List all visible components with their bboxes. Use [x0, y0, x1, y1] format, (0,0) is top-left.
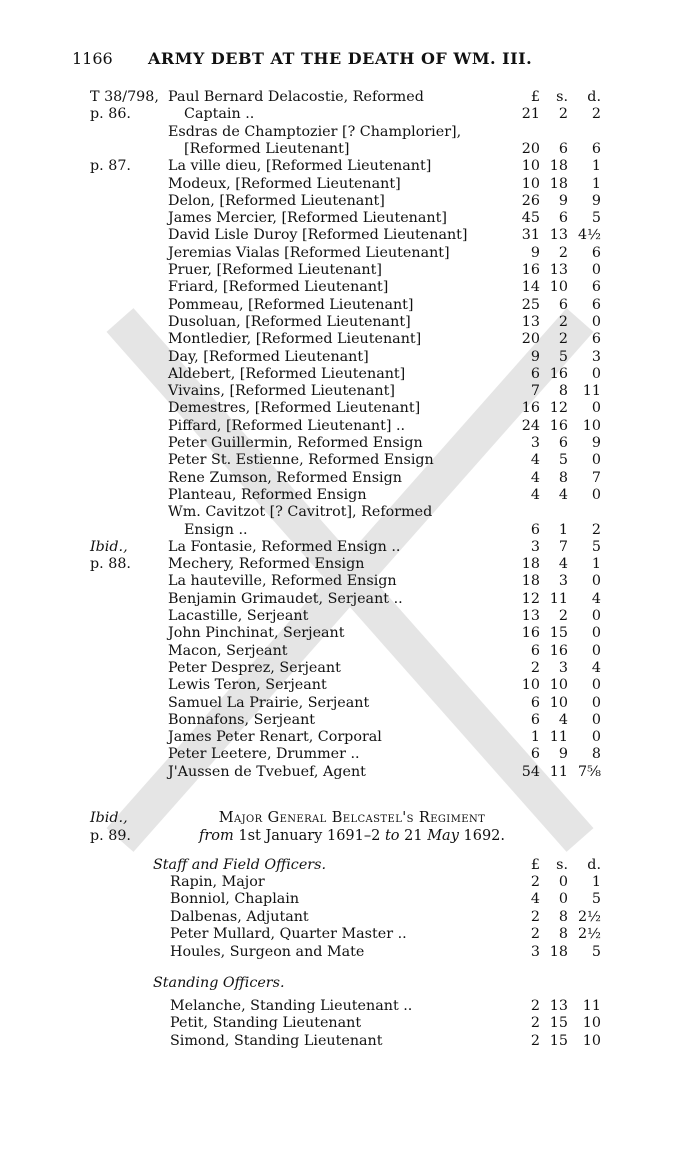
- entry-name: Houles, Surgeon and Mate: [170, 943, 365, 960]
- staff-heading: Staff and Field Officers.: [153, 857, 326, 873]
- amount-shillings: 18: [549, 158, 568, 175]
- amount-shillings: 9: [558, 192, 568, 209]
- amount-pence: 10: [582, 1015, 601, 1032]
- amount-pounds: 2: [530, 1032, 540, 1049]
- amount-pounds: 2: [530, 659, 540, 676]
- section-subtitle: from 1st January 1691–2 to 21 May 1692.: [198, 827, 506, 844]
- entry-name: Wm. Cavitzot [? Cavitrot], Reformed: [168, 504, 433, 521]
- amount-pence: 0: [591, 729, 601, 746]
- amount-pounds: 10: [521, 158, 540, 175]
- amount-pounds: 7: [530, 383, 540, 400]
- amount-pounds: 20: [521, 331, 540, 348]
- amount-pence: 1: [591, 158, 601, 175]
- section-title-row: [0, 810, 674, 827]
- table-a-header-row: [0, 89, 674, 106]
- table-row: [0, 926, 674, 943]
- amount-pounds: 2: [530, 874, 540, 890]
- amount-shillings: 1: [558, 521, 568, 538]
- amount-pence: 5: [591, 891, 601, 908]
- entry-name: Dalbenas, Adjutant: [170, 908, 309, 925]
- amount-pence: 9: [591, 435, 601, 451]
- col-header-pounds: £: [530, 857, 540, 873]
- amount-pounds: 45: [521, 210, 540, 227]
- amount-pence: 4: [591, 659, 601, 676]
- table-row: [0, 998, 674, 1015]
- table-row: [0, 106, 674, 123]
- amount-pounds: 16: [521, 400, 540, 417]
- entry-name: Lewis Teron, Serjeant: [168, 677, 327, 694]
- entry-name: John Pinchinat, Serjeant: [168, 625, 345, 642]
- amount-pence: 0: [591, 625, 601, 642]
- amount-pounds: 14: [521, 279, 540, 296]
- table-row: [0, 124, 674, 141]
- table-row: [0, 1033, 674, 1050]
- amount-pence: 0: [591, 677, 601, 694]
- table-row: [0, 608, 674, 625]
- amount-pence: 4½: [578, 227, 601, 244]
- entry-name: J'Aussen de Tvebuef, Agent: [168, 763, 366, 780]
- amount-pounds: 10: [521, 175, 540, 192]
- amount-pence: 10: [582, 417, 601, 434]
- table-row: [0, 660, 674, 677]
- amount-pence: 9: [591, 192, 601, 209]
- amount-shillings: 2: [558, 244, 568, 261]
- amount-pounds: 26: [521, 192, 540, 209]
- amount-shillings: 15: [549, 1032, 568, 1049]
- amount-pence: 6: [591, 244, 601, 261]
- amount-shillings: 15: [549, 1015, 568, 1032]
- amount-pence: 7: [591, 469, 601, 486]
- amount-shillings: 3: [558, 659, 568, 676]
- amount-shillings: 2: [558, 608, 568, 624]
- amount-shillings: 6: [558, 296, 568, 313]
- amount-pence: 0: [591, 486, 601, 503]
- table-row: [0, 314, 674, 331]
- amount-pounds: 25: [521, 296, 540, 313]
- table-row: [0, 677, 674, 694]
- col-header-pence-a: d.: [587, 89, 601, 105]
- entry-name: Pommeau, [Reformed Lieutenant]: [168, 296, 414, 313]
- amount-pounds: 20: [521, 140, 540, 157]
- entry-name: Macon, Serjeant: [168, 642, 288, 659]
- amount-pence: 6: [591, 331, 601, 348]
- section-title: Major General Belcastel's Regiment: [218, 810, 486, 826]
- entry-name: Piffard, [Reformed Lieutenant] ..: [168, 417, 406, 434]
- entry-name: Jeremias Vialas [Reformed Lieutenant]: [168, 244, 450, 261]
- table-row: [0, 158, 674, 175]
- amount-shillings: 12: [549, 400, 568, 417]
- table-row: [0, 729, 674, 746]
- page-ref: p. 87.: [90, 158, 131, 175]
- table-row: [0, 176, 674, 193]
- entry-name: Dusoluan, [Reformed Lieutenant]: [168, 313, 411, 330]
- table-row: [0, 366, 674, 383]
- staff-heading-row: [0, 857, 674, 874]
- entry-name: James Mercier, [Reformed Lieutenant]: [168, 210, 447, 227]
- entry-name: La Fontasie, Reformed Ensign ..: [168, 538, 401, 555]
- page-ref: p. 88.: [90, 556, 131, 573]
- table-row: [0, 418, 674, 435]
- entry-name: La hauteville, Reformed Ensign: [168, 573, 397, 590]
- amount-pounds: 4: [530, 486, 540, 503]
- amount-shillings: 8: [558, 469, 568, 486]
- entry-name: Pruer, [Reformed Lieutenant]: [168, 262, 382, 278]
- entry-name: Melanche, Standing Lieutenant ..: [170, 998, 413, 1014]
- amount-pence: 7⅝: [578, 763, 601, 780]
- entry-name: Peter Guillermin, Reformed Ensign: [168, 435, 423, 451]
- entry-name: Montledier, [Reformed Lieutenant]: [168, 331, 422, 348]
- amount-pence: 5: [591, 538, 601, 555]
- amount-shillings: 8: [558, 383, 568, 400]
- table-row: [0, 643, 674, 660]
- amount-pounds: 3: [530, 538, 540, 555]
- entry-name: Rene Zumson, Reformed Ensign: [168, 469, 402, 486]
- amount-pounds: 10: [521, 677, 540, 694]
- amount-shillings: 3: [558, 573, 568, 590]
- amount-shillings: 13: [549, 998, 568, 1014]
- amount-pence: 0: [591, 313, 601, 330]
- section-page-ref: p. 89.: [90, 827, 131, 844]
- table-row: [0, 297, 674, 314]
- entry-name: Rapin, Major: [170, 874, 265, 890]
- amount-pence: 10: [582, 1032, 601, 1049]
- table-row: [0, 1015, 674, 1032]
- amount-pence: 0: [591, 400, 601, 417]
- amount-pounds: 6: [530, 746, 540, 763]
- entry-name: David Lisle Duroy [Reformed Lieutenant]: [168, 227, 468, 244]
- amount-shillings: 6: [558, 210, 568, 227]
- table-row: [0, 487, 674, 504]
- table-row: [0, 245, 674, 262]
- amount-shillings: 2: [558, 331, 568, 348]
- amount-pence: 2: [591, 106, 601, 123]
- amount-pounds: 18: [521, 556, 540, 573]
- page-ref: T 38/798,: [90, 89, 159, 105]
- amount-shillings: 10: [549, 677, 568, 694]
- amount-pounds: 6: [530, 521, 540, 538]
- table-row: [0, 746, 674, 763]
- entry-name: Ensign ..: [184, 521, 248, 538]
- table-row: [0, 522, 674, 539]
- amount-shillings: 9: [558, 746, 568, 763]
- entry-name: Simond, Standing Lieutenant: [170, 1032, 383, 1049]
- amount-pounds: 54: [521, 763, 540, 780]
- page-ref: Ibid.,: [90, 538, 128, 555]
- amount-pence: 1: [591, 556, 601, 573]
- running-header: [72, 49, 542, 71]
- table-row: [0, 539, 674, 556]
- table-row: [0, 891, 674, 908]
- entry-name: Lacastille, Serjeant: [168, 608, 309, 624]
- amount-pounds: 1: [530, 729, 540, 746]
- amount-pence: 6: [591, 279, 601, 296]
- section-subtitle-row: [0, 828, 674, 845]
- amount-pounds: 9: [530, 244, 540, 261]
- amount-shillings: 18: [549, 175, 568, 192]
- amount-shillings: 11: [549, 763, 568, 780]
- amount-shillings: 16: [549, 642, 568, 659]
- amount-pence: 0: [591, 642, 601, 659]
- entry-name: James Peter Renart, Corporal: [168, 729, 382, 746]
- amount-pence: 1: [591, 175, 601, 192]
- amount-pence: 2: [591, 521, 601, 538]
- col-header-pounds-a: £: [530, 89, 540, 105]
- amount-shillings: 6: [558, 435, 568, 451]
- table-row: [0, 435, 674, 452]
- amount-shillings: 11: [549, 729, 568, 746]
- standing-heading-row: [0, 975, 674, 992]
- entry-name: Modeux, [Reformed Lieutenant]: [168, 175, 401, 192]
- table-row: [0, 210, 674, 227]
- entry-name: Delon, [Reformed Lieutenant]: [168, 192, 385, 209]
- amount-shillings: 11: [549, 590, 568, 607]
- amount-pence: 6: [591, 296, 601, 313]
- amount-pounds: 9: [530, 348, 540, 365]
- amount-pence: 0: [591, 711, 601, 728]
- entry-name: [Reformed Lieutenant]: [184, 140, 350, 157]
- amount-pence: 0: [591, 365, 601, 382]
- entry-name: Esdras de Champtozier [? Champlorier],: [168, 123, 462, 140]
- amount-shillings: 4: [558, 486, 568, 503]
- running-title: ARMY DEBT AT THE DEATH OF WM. III.: [148, 49, 533, 68]
- amount-pence: 0: [591, 694, 601, 711]
- table-row: [0, 573, 674, 590]
- table-row: [0, 262, 674, 279]
- table-row: [0, 874, 674, 891]
- entry-name: Peter St. Estienne, Reformed Ensign: [168, 452, 434, 469]
- amount-pence: 0: [591, 608, 601, 624]
- table-row: [0, 556, 674, 573]
- amount-pounds: 13: [521, 608, 540, 624]
- entry-name: Vivains, [Reformed Lieutenant]: [168, 383, 395, 400]
- amount-shillings: 6: [558, 140, 568, 157]
- amount-pounds: 6: [530, 694, 540, 711]
- amount-shillings: 15: [549, 625, 568, 642]
- amount-pence: 6: [591, 140, 601, 157]
- col-header-shillings: s.: [556, 857, 568, 873]
- amount-pounds: 6: [530, 365, 540, 382]
- table-row: [0, 712, 674, 729]
- table-row: [0, 625, 674, 642]
- standing-heading: Standing Officers.: [153, 975, 285, 991]
- amount-pounds: 3: [530, 943, 540, 960]
- amount-pounds: 31: [521, 227, 540, 244]
- amount-pounds: 2: [530, 998, 540, 1014]
- col-header-pence: d.: [587, 857, 601, 873]
- entry-name: Benjamin Grimaudet, Serjeant ..: [168, 590, 403, 607]
- amount-pounds: 16: [521, 625, 540, 642]
- entry-name: La ville dieu, [Reformed Lieutenant]: [168, 158, 432, 175]
- amount-pounds: 6: [530, 711, 540, 728]
- entry-name: Samuel La Prairie, Serjeant: [168, 694, 370, 711]
- amount-shillings: 2: [558, 313, 568, 330]
- entry-name: Paul Bernard Delacostie, Reformed: [168, 89, 424, 105]
- page-number: 1166: [72, 49, 113, 68]
- table-row: [0, 400, 674, 417]
- amount-pounds: 3: [530, 435, 540, 451]
- entry-name: Demestres, [Reformed Lieutenant]: [168, 400, 421, 417]
- amount-shillings: 8: [558, 908, 568, 925]
- amount-pence: 2½: [578, 908, 601, 925]
- amount-shillings: 10: [549, 279, 568, 296]
- amount-pounds: 4: [530, 469, 540, 486]
- table-row: [0, 504, 674, 521]
- table-row: [0, 909, 674, 926]
- amount-pounds: 18: [521, 573, 540, 590]
- amount-pounds: 24: [521, 417, 540, 434]
- amount-pence: 11: [582, 998, 601, 1014]
- table-row: [0, 141, 674, 158]
- table-row: [0, 349, 674, 366]
- entry-name: Peter Mullard, Quarter Master ..: [170, 926, 407, 943]
- amount-shillings: 4: [558, 711, 568, 728]
- entry-name: Friard, [Reformed Lieutenant]: [168, 279, 389, 296]
- amount-pounds: 2: [530, 908, 540, 925]
- amount-shillings: 2: [558, 106, 568, 123]
- table-row: [0, 331, 674, 348]
- amount-shillings: 16: [549, 365, 568, 382]
- amount-shillings: 0: [558, 891, 568, 908]
- amount-pounds: 2: [530, 926, 540, 943]
- amount-shillings: 7: [558, 538, 568, 555]
- table-row: [0, 591, 674, 608]
- amount-pence: 8: [591, 746, 601, 763]
- entry-name: Bonnafons, Serjeant: [168, 711, 316, 728]
- section-ref: Ibid.,: [90, 810, 128, 826]
- amount-pence: 2½: [578, 926, 601, 943]
- amount-pounds: 21: [521, 106, 540, 123]
- table-row: [0, 279, 674, 296]
- amount-pounds: 2: [530, 1015, 540, 1032]
- amount-shillings: 13: [549, 227, 568, 244]
- amount-shillings: 10: [549, 694, 568, 711]
- amount-pence: 5: [591, 210, 601, 227]
- amount-shillings: 5: [558, 452, 568, 469]
- amount-shillings: 4: [558, 556, 568, 573]
- amount-shillings: 8: [558, 926, 568, 943]
- table-row: [0, 944, 674, 961]
- entry-name: Peter Leetere, Drummer ..: [168, 746, 360, 763]
- amount-pounds: 16: [521, 262, 540, 278]
- table-row: [0, 383, 674, 400]
- amount-shillings: 18: [549, 943, 568, 960]
- amount-pounds: 12: [521, 590, 540, 607]
- table-row: [0, 193, 674, 210]
- amount-shillings: 5: [558, 348, 568, 365]
- amount-pence: 5: [591, 943, 601, 960]
- entry-name: Peter Desprez, Serjeant: [168, 659, 341, 676]
- entry-name: Petit, Standing Lieutenant: [170, 1015, 362, 1032]
- amount-shillings: 13: [549, 262, 568, 278]
- amount-pounds: 13: [521, 313, 540, 330]
- entry-name: Planteau, Reformed Ensign: [168, 486, 367, 503]
- amount-pence: 0: [591, 262, 601, 278]
- amount-pence: 3: [591, 348, 601, 365]
- amount-pence: 1: [591, 874, 601, 890]
- amount-pounds: 6: [530, 642, 540, 659]
- table-row: [0, 227, 674, 244]
- amount-pence: 0: [591, 573, 601, 590]
- table-row: [0, 764, 674, 781]
- amount-pence: 11: [582, 383, 601, 400]
- entry-name: Captain ..: [184, 106, 255, 123]
- amount-pounds: 4: [530, 452, 540, 469]
- amount-shillings: 0: [558, 874, 568, 890]
- entry-name: Mechery, Reformed Ensign: [168, 556, 365, 573]
- amount-pence: 0: [591, 452, 601, 469]
- col-header-shillings-a: s.: [556, 89, 568, 105]
- entry-name: Bonniol, Chaplain: [170, 891, 300, 908]
- entry-name: Aldebert, [Reformed Lieutenant]: [168, 365, 406, 382]
- amount-shillings: 16: [549, 417, 568, 434]
- page-ref: p. 86.: [90, 106, 131, 123]
- amount-pence: 4: [591, 590, 601, 607]
- amount-pounds: 4: [530, 891, 540, 908]
- table-row: [0, 452, 674, 469]
- table-row: [0, 470, 674, 487]
- table-row: [0, 695, 674, 712]
- entry-name: Day, [Reformed Lieutenant]: [168, 348, 369, 365]
